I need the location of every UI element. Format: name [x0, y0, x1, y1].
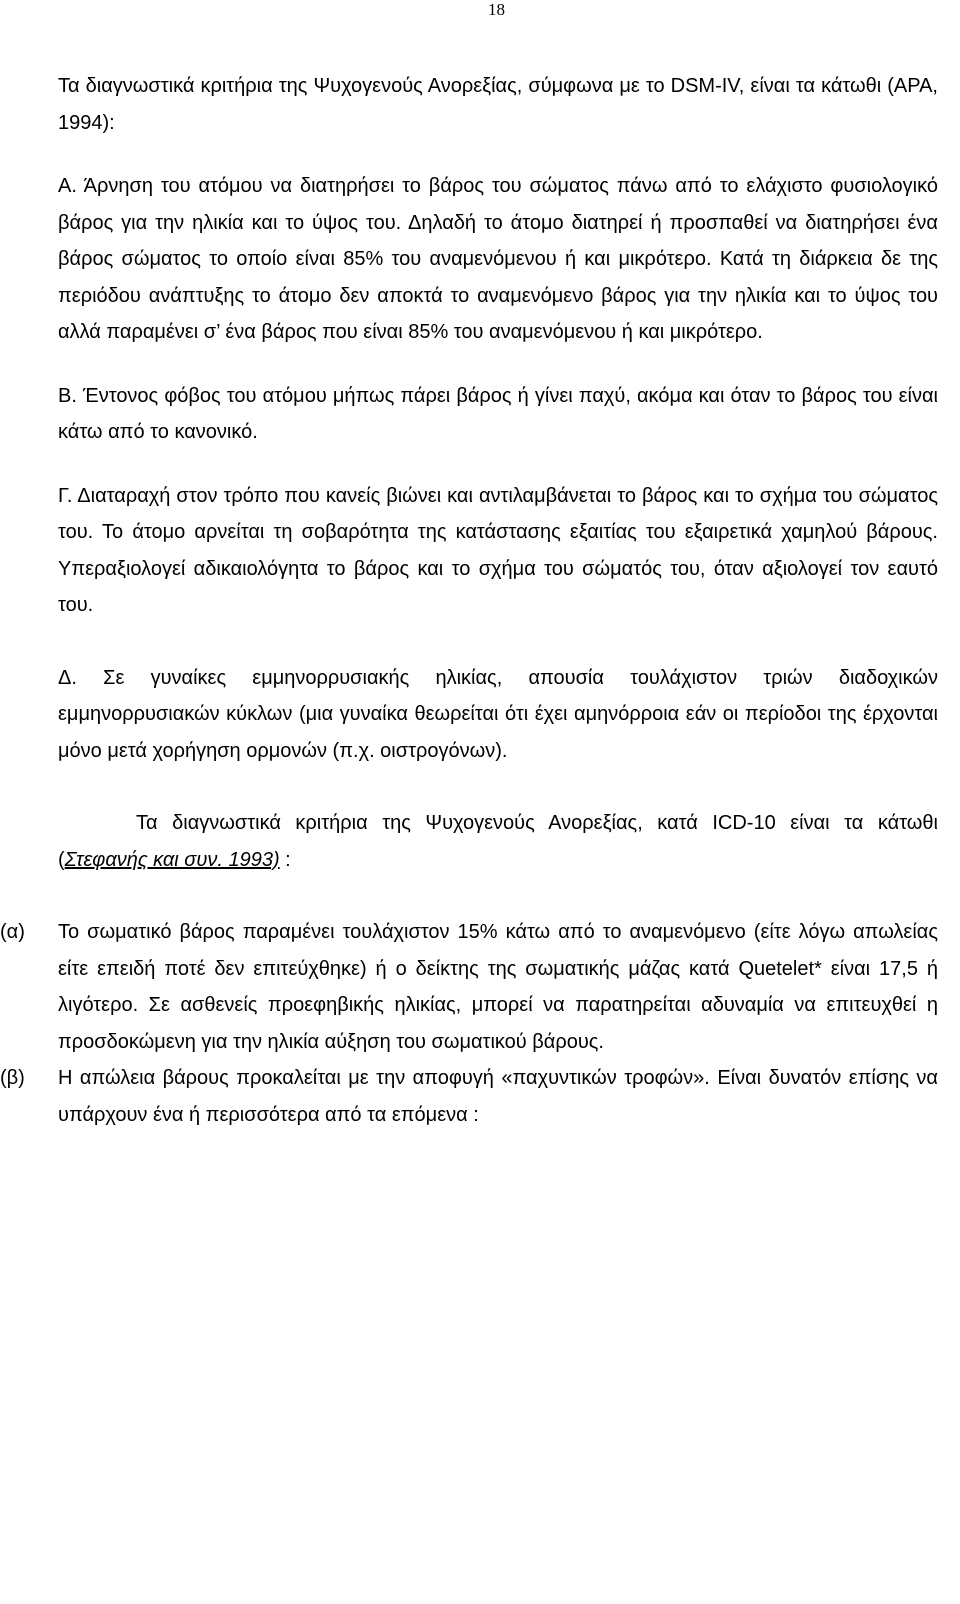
dsm-intro: Τα διαγνωστικά κριτήρια της Ψυχογενούς Ανορεξίας, σύμφωνα με το DSM-IV, είναι τα κάτωθι (APA, 1994): — [58, 75, 938, 134]
icd-item-a-marker: (α) — [0, 921, 25, 943]
icd-citation-year: . 1993) — [217, 848, 280, 871]
icd-item-b-marker: (β) — [0, 1067, 25, 1089]
icd-citation-authors: Στεφανής και συν — [64, 848, 218, 871]
icd-citation — [65, 849, 280, 871]
dsm-criterion-b: Β. Έντονος φόβος του ατόμου μήπως πάρει βάρος ή γίνει παχύ, ακόμα και όταν το βάρος του είναι κάτω από το κανονικό. — [58, 384, 938, 443]
icd-item-a-text: Το σωματικό βάρος παραμένει τουλάχιστον 15% κάτω από το αναμενόμενο (είτε λόγω απωλείας είτε επειδή ποτέ δεν επιτεύχθηκε) ή ο δείκτης της σωματικής μάζας κατά Quetelet* είναι 17,5 ή λιγότερο. Σε ασθενείς προεφηβικής ηλικίας, μπορεί να παρατηρείται αδυναμία να επιτευχθεί η προσδοκώμενη για την ηλικία αύξηση του σωματικού βάρους. — [58, 921, 938, 1053]
dsm-criterion-a: Α. Άρνηση του ατόμου να διατηρήσει το βάρος του σώματος πάνω από το ελάχιστο φυσιολογικό βάρος για την ηλικία και το ύψος του. Δηλαδή το άτομο διατηρεί ή προσπαθεί να διατηρήσει ένα βάρος σώματος το οποίο είναι 85% του αναμενόμενου ή και μικρότερο. Κατά τη διάρκεια δε της περιόδου ανάπτυξης το άτομο δεν αποκτά το αναμενόμενο βάρος για την ηλικία και το ύψος του αλλά παραμένει σ’ ένα βάρος που είναι 85% του αναμενόμενου ή και μικρότερο. — [58, 175, 938, 343]
icd-intro-start: Τα διαγνωστικά κριτήρια της Ψυχογενούς Ανορεξίας, κατά ICD-10 είναι τα κάτωθι ( — [58, 812, 938, 871]
dsm-criterion-c: Γ. Διαταραχή στον τρόπο που κανείς βιώνει και αντιλαμβάνεται το βάρος και το σχήμα του σώματος του. Το άτομο αρνείται τη σοβαρότητα της κατάστασης εξαιτίας του εξαιρετικά χαμηλού βάρους. Υπεραξιολογεί αδικαιολόγητα το βάρος και το σχήμα του σώματός του, όταν αξιολογεί τον εαυτό του. — [58, 484, 938, 616]
icd-item-b — [0, 1060, 938, 1133]
page-number: 18 — [488, 0, 505, 19]
icd-item-a — [0, 914, 938, 1060]
dsm-criterion-d: Δ. Σε γυναίκες εμμηνορρυσιακής ηλικίας, απουσία τουλάχιστον τριών διαδοχικών εμμηνορρυσιακών κύκλων (μια γυναίκα θεωρείται ότι έχει αμηνόρροια εάν οι περίοδοι της έρχονται μόνο μετά χορήγηση ορμονών (π.χ. οιστρογόνων). — [58, 666, 938, 762]
document-body — [0, 68, 938, 1133]
icd-intro-end: : — [279, 848, 291, 871]
icd-intro — [58, 805, 938, 878]
icd-item-b-text: Η απώλεια βάρους προκαλείται με την αποφυγή «παχυντικών τροφών». Είναι δυνατόν επίσης να υπάρχουν ένα ή περισσότερα από τα επόμενα : — [58, 1067, 938, 1126]
